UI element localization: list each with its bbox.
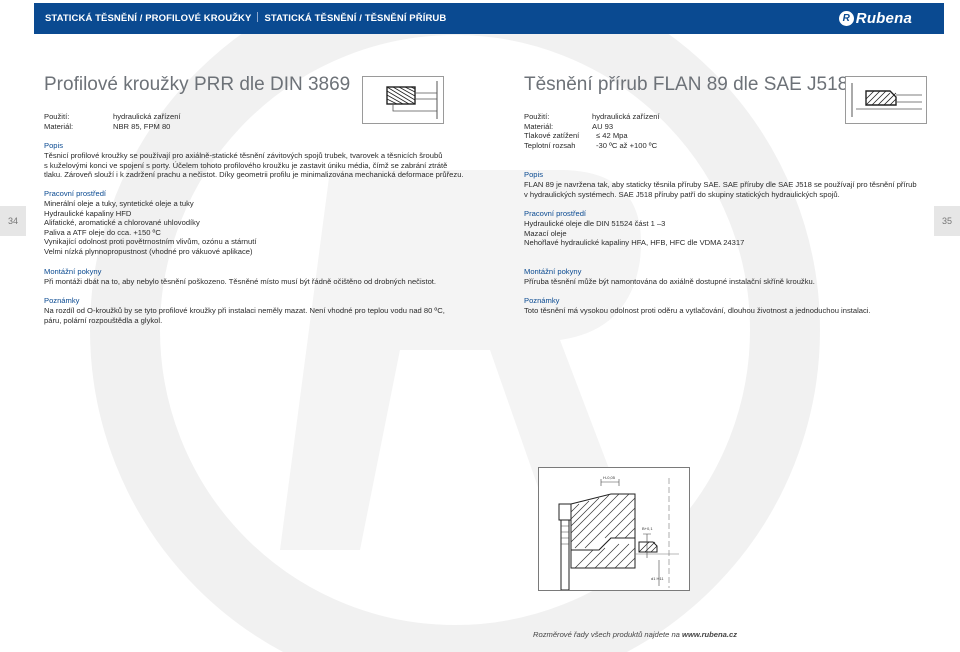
prop-label: Teplotní rozsah: [524, 140, 576, 150]
prop-row: [44, 112, 344, 122]
footer-link[interactable]: www.rubena.cz: [682, 630, 738, 639]
prop-value: ≤ 42 Mpa: [596, 131, 628, 141]
text-line: s kuželovými konci ve spojení s porty. Účelem tohoto profilového kroužku je zastavit úniku média, čímž se zabrání ztrátě: [44, 160, 448, 170]
footer-prefix: Rozměrové řady všech produktů najdete na: [533, 630, 680, 639]
text-line: Při montáži dbát na to, aby nebylo těsnění poškozeno. Těsněné místo musí být řádně očištěno od drobných nečistot.: [44, 277, 437, 286]
prop-label: Tlakové zatížení: [524, 131, 580, 141]
prop-row: [44, 122, 344, 132]
poznamky-heading-left: Poznámky: [44, 296, 80, 305]
page-number-right: 35: [934, 206, 960, 236]
prop-value: hydraulická zařízení: [113, 112, 181, 121]
breadcrumb: [45, 12, 446, 24]
prop-value: hydraulická zařízení: [592, 112, 660, 121]
prop-value: -30 ºC až +100 ºC: [596, 140, 658, 150]
prop-label: Materiál:: [44, 121, 74, 131]
dimension-label-diameter: d1 H11: [651, 576, 664, 581]
dimension-label-width: B+0,1: [642, 526, 653, 531]
prop-row: [524, 141, 824, 151]
footer-note: [533, 630, 737, 639]
list-item: Alifatické, aromatické a chlorované uhlovodíky: [44, 218, 200, 228]
rubena-logo[interactable]: [839, 9, 912, 27]
prop-value: AU 93: [592, 121, 614, 131]
list-item: Hydraulické kapaliny HFD: [44, 208, 132, 218]
prop-label: Použití:: [524, 112, 550, 121]
breadcrumb-separator: [257, 12, 258, 22]
prostredi-list-left: [44, 199, 256, 257]
flange-installation-drawing: [538, 467, 690, 591]
breadcrumb-right[interactable]: STATICKÁ TĚSNĚNÍ / TĚSNĚNÍ PŘÍRUB: [264, 13, 447, 24]
list-item: Velmi nízká plynnopropustnost (vhodné pro vákuové aplikace): [44, 246, 253, 256]
rubena-logo-mark: R: [839, 11, 854, 26]
breadcrumb-left[interactable]: STATICKÁ TĚSNĚNÍ / PROFILOVÉ KROUŽKY: [45, 13, 252, 24]
text-line: Toto těsnění má vysokou odolnost proti oděru a vytlačování, dlouhou životnost a jednoduchou instalaci.: [524, 306, 871, 315]
profile-ring-cross-section-drawing: [362, 76, 444, 124]
text-line: tlaku. Zároveň slouží i k zadržení prachu a nečistot. Díky geometrii profilu je minimalizována mechanická deformace průřezu.: [44, 170, 464, 180]
list-item: Paliva a ATF oleje do cca. +150 ºC: [44, 227, 161, 237]
list-item: Hydraulické oleje dle DIN 51524 část 1 –3: [524, 219, 666, 228]
popis-heading-left: Popis: [44, 141, 63, 150]
text-line: v hydraulických systémech. SAE J518 příruby patří do skupiny statických hydraulických spojů.: [524, 189, 840, 199]
flange-seal-cross-section-drawing: [845, 76, 927, 124]
right-properties: [524, 112, 824, 150]
page-title-right: Těsnění přírub FLAN 89 dle SAE J518: [524, 74, 849, 95]
header-bar: [34, 3, 944, 34]
text-line: Na rozdíl od O-kroužků by se tyto profilové kroužky při instalaci neměly mazat. Není vhodné pro teplou vodu nad 80 ºC,: [44, 306, 445, 315]
poznamky-text-right: [524, 306, 871, 316]
prop-value: NBR 85, FPM 80: [113, 121, 171, 131]
popis-heading-right: Popis: [524, 170, 543, 179]
text-line: Příruba těsnění může být namontována do axiálně dostupné instalační skříně kroužku.: [524, 277, 815, 286]
montaz-text-right: [524, 277, 815, 287]
list-item: Nehořlavé hydraulické kapaliny HFA, HFB, HFC dle VDMA 24317: [524, 238, 745, 248]
text-line: Těsnicí profilové kroužky se používají pro axiálně-statické těsnění závitových spojů trubek, tvarovek a těsnicích šroubů: [44, 151, 443, 160]
montaz-text-left: [44, 277, 436, 287]
page-title-left: Profilové kroužky PRR dle DIN 3869: [44, 74, 351, 95]
popis-text-right: [524, 180, 917, 199]
prostredi-list-right: [524, 219, 744, 248]
list-item: Mazací oleje: [524, 228, 567, 238]
left-properties: [44, 112, 344, 131]
list-item: Vynikající odolnost proti povětrnostním vlivům, ozónu a stárnutí: [44, 237, 257, 247]
list-item: Minerální oleje a tuky, syntetické oleje a tuky: [44, 199, 194, 208]
poznamky-text-left: [44, 306, 445, 325]
poznamky-heading-right: Poznámky: [524, 296, 560, 305]
page-number-left: 34: [0, 206, 26, 236]
prop-label: Materiál:: [524, 121, 554, 131]
prop-row: [524, 131, 824, 141]
prostredi-heading-left: Pracovní prostředí: [44, 189, 107, 198]
montaz-heading-left: Montážní pokyny: [44, 267, 102, 276]
prostredi-heading-right: Pracovní prostředí: [524, 209, 587, 218]
prop-row: [524, 122, 824, 132]
text-line: FLAN 89 je navržena tak, aby staticky těsnila příruby SAE. SAE příruby dle SAE J518 se používají pro těsnění přírub: [524, 180, 917, 189]
prop-row: [524, 112, 824, 122]
popis-text-left: [44, 151, 464, 180]
text-line: páru, polární rozpouštědla a glykol.: [44, 315, 163, 325]
dimension-label-height: H-0,05: [603, 475, 616, 480]
prop-label: Použití:: [44, 112, 70, 121]
montaz-heading-right: Montážní pokyny: [524, 267, 582, 276]
rubena-logo-text: Rubena: [855, 9, 912, 27]
